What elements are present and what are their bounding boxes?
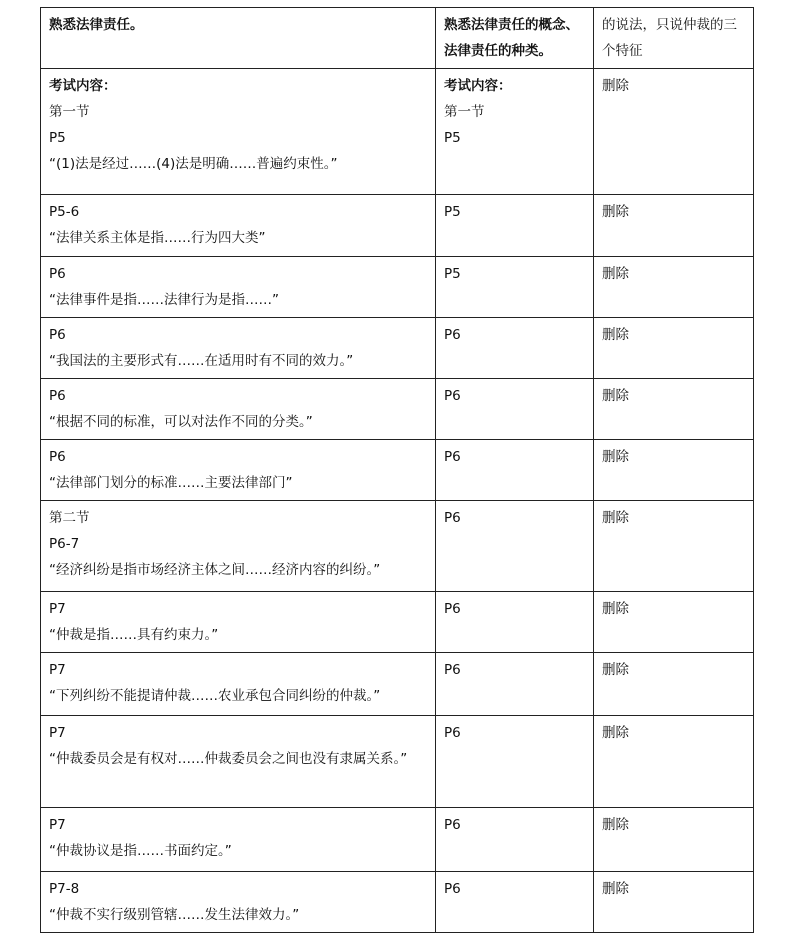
row-page-2: P6 [444, 449, 461, 465]
page-cell [436, 195, 594, 257]
revision-table [40, 7, 754, 933]
page-cell [436, 69, 594, 195]
row-page-2: P6 [444, 388, 461, 404]
content-cell [41, 653, 436, 716]
table-row [41, 716, 754, 808]
delete-note: 删除 [602, 725, 629, 741]
action-cell [594, 440, 754, 501]
action-cell [594, 257, 754, 318]
delete-note: 删除 [602, 388, 629, 404]
row-page-2: P6 [444, 510, 461, 526]
row-page: P7-8 [49, 881, 80, 897]
page-cell [436, 379, 594, 440]
row-quote: “我国法的主要形式有……在适用时有不同的效力。” [49, 353, 354, 369]
page-cell [436, 440, 594, 501]
delete-note: 删除 [602, 449, 629, 465]
content-cell [41, 379, 436, 440]
row-page: P7 [49, 725, 66, 741]
delete-note: 删除 [602, 327, 629, 343]
row-page-2: P6 [444, 817, 461, 833]
action-cell [594, 379, 754, 440]
table-row [41, 195, 754, 257]
row-page: P5-6 [49, 204, 80, 220]
row-heading: 考试内容： [49, 78, 117, 94]
row-page-2: P6 [444, 601, 461, 617]
delete-note: 删除 [602, 881, 629, 897]
header-row [41, 8, 754, 69]
row-section: 第二节 [49, 510, 90, 526]
delete-note: 删除 [602, 510, 629, 526]
row-page-2: P5 [444, 204, 461, 220]
row-quote: “法律事件是指……法律行为是指……” [49, 292, 279, 308]
table-row [41, 257, 754, 318]
page-cell [436, 257, 594, 318]
header-text-1: 熟悉法律责任。 [49, 17, 144, 33]
row-page: P7 [49, 601, 66, 617]
action-cell [594, 872, 754, 933]
content-cell [41, 195, 436, 257]
delete-note: 删除 [602, 662, 629, 678]
delete-note: 删除 [602, 817, 629, 833]
row-page: P7 [49, 817, 66, 833]
row-section: 第一节 [49, 104, 90, 120]
table-row [41, 379, 754, 440]
row-quote: “仲裁协议是指……书面约定。” [49, 843, 232, 859]
header-text-2a: 熟悉法律责任的概念、 [444, 17, 579, 33]
header-text-2b: 法律责任的种类。 [444, 43, 552, 59]
row-page: P7 [49, 662, 66, 678]
row-page-2: P5 [444, 266, 461, 282]
row-page: P6 [49, 266, 66, 282]
row-page: P6 [49, 327, 66, 343]
action-cell [594, 808, 754, 872]
action-cell [594, 501, 754, 592]
page-cell [436, 716, 594, 808]
table-row [41, 653, 754, 716]
row-section-2: 第一节 [444, 104, 485, 120]
action-cell [594, 69, 754, 195]
row-page: P6 [49, 388, 66, 404]
table-row [41, 872, 754, 933]
content-cell [41, 501, 436, 592]
row-page: P6-7 [49, 536, 80, 552]
action-cell [594, 318, 754, 379]
table-row [41, 440, 754, 501]
table-row [41, 318, 754, 379]
row-quote: “经济纠纷是指市场经济主体之间……经济内容的纠纷。” [49, 562, 381, 578]
row-quote: “(1)法是经过……(4)法是明确……普遍约束性。” [49, 156, 338, 172]
page-cell [436, 808, 594, 872]
header-text-3b: 个特征 [602, 43, 643, 59]
row-page-2: P6 [444, 881, 461, 897]
delete-note: 删除 [602, 204, 629, 220]
page-cell [436, 501, 594, 592]
row-page-2: P6 [444, 327, 461, 343]
delete-note: 删除 [602, 78, 629, 94]
content-cell [41, 69, 436, 195]
table-row [41, 501, 754, 592]
header-cell-3 [594, 8, 754, 69]
row-quote: “仲裁委员会是有权对……仲裁委员会之间也没有隶属关系。” [49, 751, 408, 767]
header-cell-2 [436, 8, 594, 69]
delete-note: 删除 [602, 266, 629, 282]
action-cell [594, 195, 754, 257]
action-cell [594, 716, 754, 808]
content-cell [41, 592, 436, 653]
row-page: P6 [49, 449, 66, 465]
table-row [41, 69, 754, 195]
table-row [41, 808, 754, 872]
page-cell [436, 592, 594, 653]
page-cell [436, 872, 594, 933]
row-quote: “法律关系主体是指……行为四大类” [49, 230, 266, 246]
content-cell [41, 257, 436, 318]
content-cell [41, 440, 436, 501]
row-heading-2: 考试内容： [444, 78, 512, 94]
row-quote: “根据不同的标准，可以对法作不同的分类。” [49, 414, 313, 430]
header-cell-1 [41, 8, 436, 69]
row-page-2: P6 [444, 662, 461, 678]
table-row [41, 592, 754, 653]
header-text-3a: 的说法，只说仲裁的三 [602, 17, 737, 33]
row-page-2: P6 [444, 725, 461, 741]
content-cell [41, 716, 436, 808]
row-quote: “仲裁不实行级别管辖……发生法律效力。” [49, 907, 300, 923]
action-cell [594, 592, 754, 653]
delete-note: 删除 [602, 601, 629, 617]
row-quote: “下列纠纷不能提请仲裁……农业承包合同纠纷的仲裁。” [49, 688, 381, 704]
action-cell [594, 653, 754, 716]
content-cell [41, 318, 436, 379]
page-cell [436, 653, 594, 716]
row-quote: “法律部门划分的标准……主要法律部门” [49, 475, 293, 491]
page-cell [436, 318, 594, 379]
row-page-2: P5 [444, 130, 461, 146]
content-cell [41, 872, 436, 933]
row-page: P5 [49, 130, 66, 146]
row-quote: “仲裁是指……具有约束力。” [49, 627, 219, 643]
content-cell [41, 808, 436, 872]
